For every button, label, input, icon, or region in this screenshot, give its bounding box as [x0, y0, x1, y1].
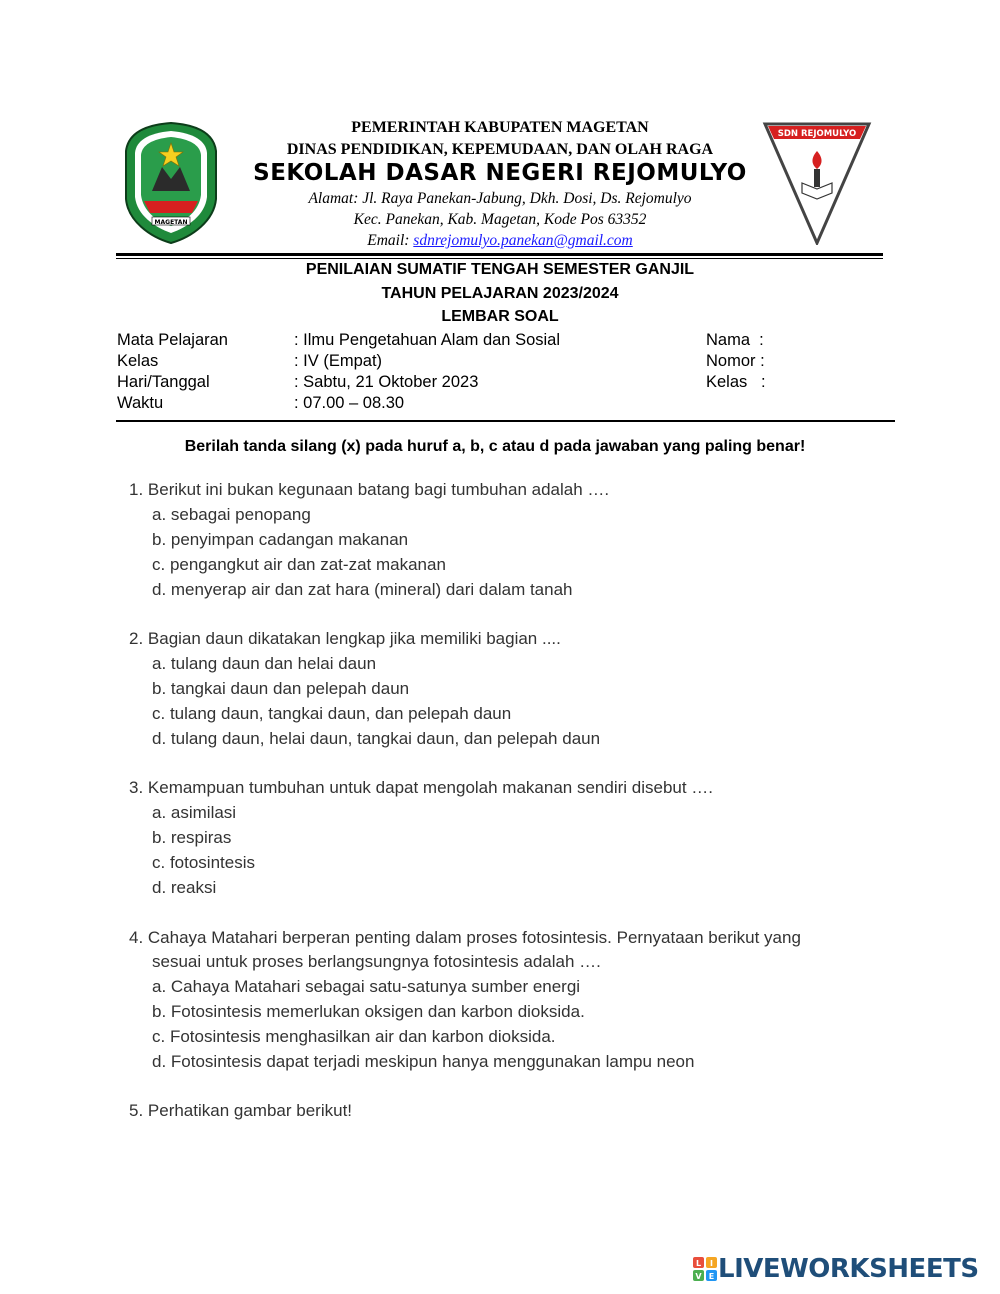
info-value-date: : Sabtu, 21 Oktober 2023: [294, 373, 479, 391]
exam-title: PENILAIAN SUMATIF TENGAH SEMESTER GANJIL: [305, 261, 695, 278]
liveworksheets-badge-icon: [692, 1256, 718, 1282]
info-class-field: Kelas :: [706, 373, 766, 391]
svg-text:I: I: [710, 1259, 713, 1268]
question-3: 3. Kemampuan tumbuhan untuk dapat mengolah makanan sendiri disebut ….: [129, 778, 714, 797]
info-number-field: Nomor :: [706, 352, 765, 370]
question-2-option-c[interactable]: c. tulang daun, tangkai daun, dan pelepah daun: [152, 704, 512, 723]
department-name: DINAS PENDIDIKAN, KEPEMUDAAN, DAN OLAH RAGA: [286, 141, 714, 158]
question-1-option-d[interactable]: d. menyerap air dan zat hara (mineral) dari dalam tanah: [152, 580, 573, 599]
info-value-subject: : Ilmu Pengetahuan Alam dan Sosial: [294, 331, 561, 349]
info-label-subject: Mata Pelajaran: [117, 331, 228, 349]
svg-text:E: E: [708, 1272, 715, 1281]
letterhead-divider-thick: [116, 253, 883, 256]
question-3-option-a[interactable]: a. asimilasi: [152, 803, 237, 822]
address-line-1: Alamat: Jl. Raya Panekan-Jabung, Dkh. Dosi, Ds. Rejomulyo: [308, 190, 692, 207]
liveworksheets-watermark: [692, 1254, 979, 1284]
right-logo-label: SDN REJOMULYO: [777, 129, 857, 139]
info-divider: [116, 420, 895, 422]
question-4-option-d[interactable]: d. Fotosintesis dapat terjadi meskipun hanya menggunakan lampu neon: [152, 1052, 695, 1071]
info-label-date: Hari/Tanggal: [117, 373, 210, 391]
email-link[interactable]: sdnrejomulyo.panekan@gmail.com: [413, 232, 633, 249]
question-2: 2. Bagian daun dikatakan lengkap jika memiliki bagian ....: [129, 629, 561, 648]
address-line-2: Kec. Panekan, Kab. Magetan, Kode Pos 63352: [353, 211, 647, 228]
info-label-time: Waktu: [117, 394, 164, 412]
school-name: SEKOLAH DASAR NEGERI REJOMULYO: [253, 160, 747, 186]
question-4-option-c[interactable]: c. Fotosintesis menghasilkan air dan karbon dioksida.: [152, 1027, 556, 1046]
liveworksheets-text: LIVEWORKSHEETS: [718, 1254, 979, 1284]
question-2-option-b[interactable]: b. tangkai daun dan pelepah daun: [152, 679, 410, 698]
question-4-continuation: sesuai untuk proses berlangsungnya fotosintesis adalah ….: [152, 952, 601, 971]
info-value-time: : 07.00 – 08.30: [294, 394, 405, 412]
info-label-class: Kelas: [117, 352, 159, 370]
question-4-option-b[interactable]: b. Fotosintesis memerlukan oksigen dan karbon dioksida.: [152, 1002, 585, 1021]
email-line: [0, 232, 1000, 250]
info-value-class: : IV (Empat): [294, 352, 383, 370]
exam-sheet-label: LEMBAR SOAL: [441, 308, 559, 325]
svg-text:L: L: [695, 1259, 702, 1268]
exam-year: TAHUN PELAJARAN 2023/2024: [381, 285, 619, 302]
question-2-option-a[interactable]: a. tulang daun dan helai daun: [152, 654, 377, 673]
question-4-option-a[interactable]: a. Cahaya Matahari sebagai satu-satunya sumber energi: [152, 977, 581, 996]
question-1-option-b[interactable]: b. penyimpan cadangan makanan: [152, 530, 409, 549]
question-1-option-c[interactable]: c. pengangkut air dan zat-zat makanan: [152, 555, 446, 574]
info-name-field: Nama :: [706, 331, 764, 349]
left-logo-label: MAGETAN: [154, 219, 188, 226]
question-3-option-c[interactable]: c. fotosintesis: [152, 853, 255, 872]
svg-text:V: V: [695, 1272, 702, 1281]
question-3-option-d[interactable]: d. reaksi: [152, 878, 217, 897]
question-1-option-a[interactable]: a. sebagai penopang: [152, 505, 311, 524]
question-1: 1. Berikut ini bukan kegunaan batang bagi tumbuhan adalah ….: [129, 480, 610, 499]
letterhead-divider-thin: [116, 258, 883, 259]
government-name: PEMERINTAH KABUPATEN MAGETAN: [351, 119, 649, 136]
question-4: 4. Cahaya Matahari berperan penting dalam proses fotosintesis. Pernyataan berikut yang: [129, 928, 801, 947]
question-5: 5. Perhatikan gambar berikut!: [129, 1101, 353, 1120]
question-2-option-d[interactable]: d. tulang daun, helai daun, tangkai daun, dan pelepah daun: [152, 729, 601, 748]
question-3-option-b[interactable]: b. respiras: [152, 828, 232, 847]
instruction-text: Berilah tanda silang (x) pada huruf a, b, c atau d pada jawaban yang paling benar!: [184, 438, 806, 455]
email-label: Email:: [367, 232, 414, 249]
